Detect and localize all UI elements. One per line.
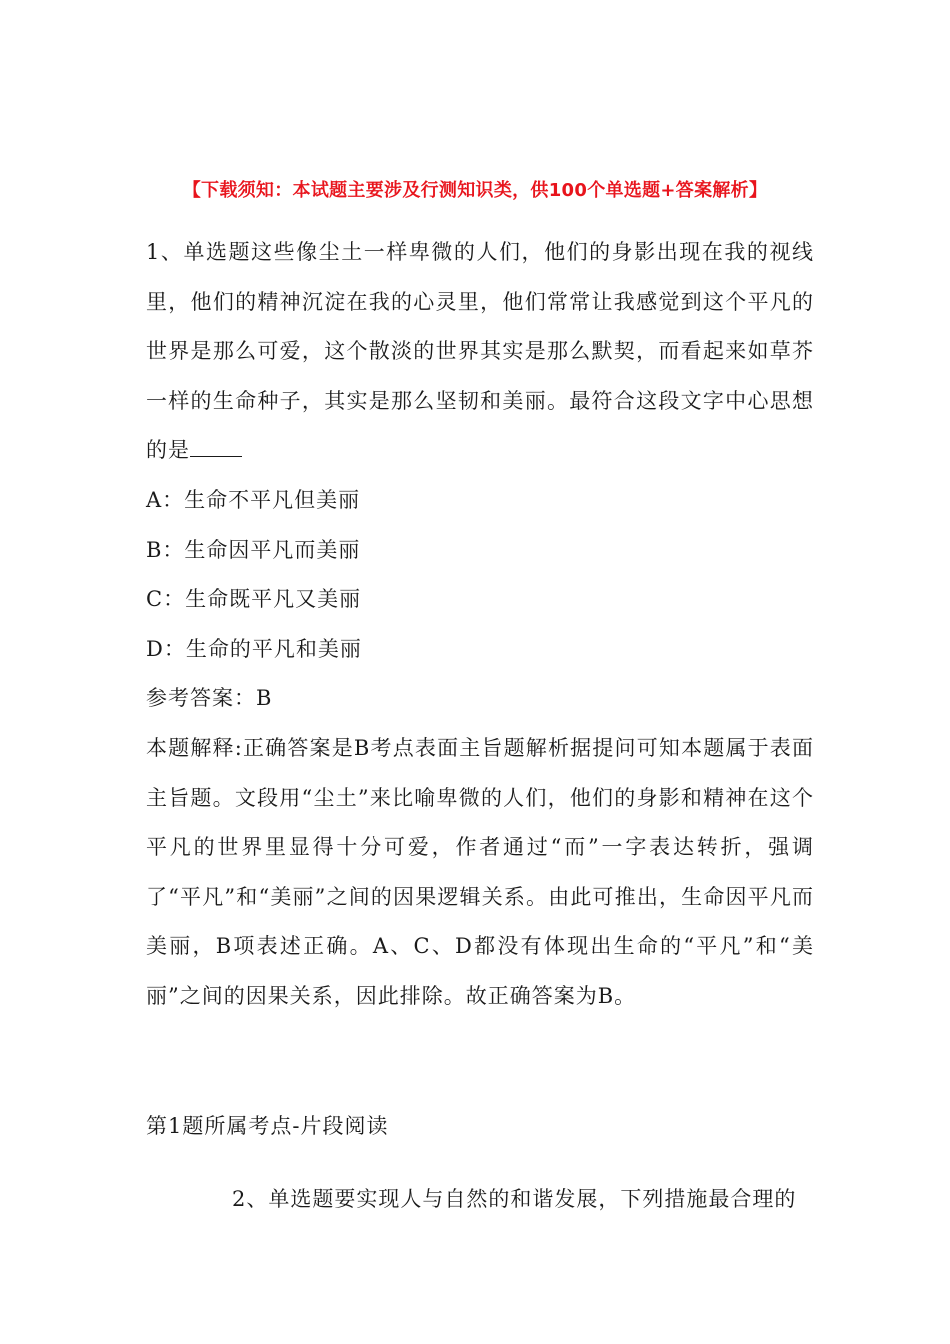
question-1-topic: 第1题所属考点-片段阅读 (146, 1114, 389, 1138)
answer-blank (190, 434, 242, 457)
option-c: C：生命既平凡又美丽 (146, 587, 362, 612)
reference-answer: 参考答案：B (146, 686, 273, 711)
option-b: B：生命因平凡而美丽 (146, 537, 361, 562)
question-2-stem: 2、单选题要实现人与自然的和谐发展，下列措施最合理的 (232, 1187, 797, 1211)
question-1-stem-text: 1、单选题这些像尘土一样卑微的人们，他们的身影出现在我的视线里，他们的精神沉淀在我的心灵里，他们常常让我感觉到这个平凡的世界是那么可爱，这个散淡的世界其实是那么默契，而看起来如草芥一样的生命种子，其实是那么坚韧和美丽。最符合这段文字中心思想的是 (146, 240, 814, 463)
question-1 (146, 228, 814, 1022)
question-1-stem (146, 228, 814, 476)
download-notice: 【下载须知：本试题主要涉及行测知识类，供100个单选题+答案解析】 (182, 180, 768, 201)
answer-analysis: 本题解释:正确答案是B考点表面主旨题解析据提问可知本题属于表面主旨题。文段用“尘土”来比喻卑微的人们，他们的身影和精神在这个平凡的世界里显得十分可爱，作者通过“而”一字表达转折，强调了“平凡”和“美丽”之间的因果逻辑关系。由此可推出，生命因平凡而美丽，B项表述正确。A、C、D都没有体现出生命的“平凡”和“美丽”之间的因果关系，因此排除。故正确答案为B。 (146, 735, 814, 1008)
option-a: A：生命不平凡但美丽 (146, 487, 361, 512)
option-d: D：生命的平凡和美丽 (146, 636, 362, 661)
